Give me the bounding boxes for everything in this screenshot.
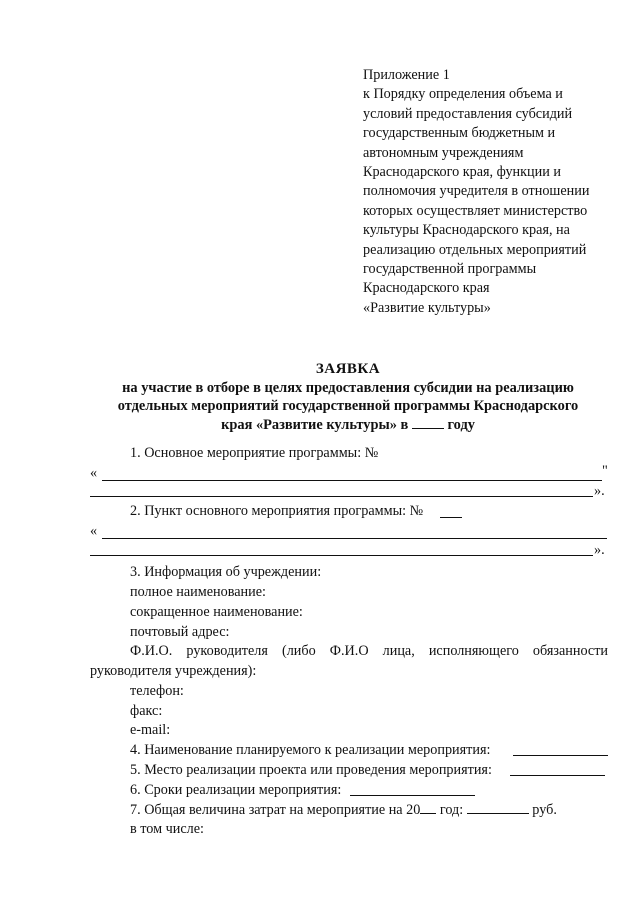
appendix-line: Краснодарского края <box>363 280 490 297</box>
item7-suffix: руб. <box>532 802 557 818</box>
item4-label: 4. Наименование планируемого к реализации мероприятия: <box>130 742 491 758</box>
year-blank[interactable] <box>412 416 444 429</box>
appendix-line: Приложение 1 <box>363 67 450 83</box>
item5-label: 5. Место реализации проекта или проведения мероприятия: <box>130 762 492 778</box>
appendix-line: к Порядку определения объема и <box>363 86 563 103</box>
head-name-line-2: руководителя учреждения): <box>90 663 257 679</box>
short-name-label: сокращенное наименование: <box>130 604 303 620</box>
item1-label: 1. Основное мероприятие программы: № <box>130 445 379 461</box>
appendix-line: полномочия учредителя в отношении <box>363 183 590 200</box>
item2-label: 2. Пункт основного мероприятия программы: № <box>130 503 424 519</box>
title-line3-prefix: края «Развитие культуры» в <box>221 416 409 433</box>
item3-label: 3. Информация об учреждении: <box>130 564 322 580</box>
item7-year-blank[interactable] <box>420 801 436 814</box>
item4-blank[interactable] <box>513 755 608 756</box>
full-name-label: полное наименование: <box>130 584 266 600</box>
appendix-line: государственным бюджетным и <box>363 125 556 142</box>
appendix-line: которых осуществляет министерство <box>363 202 588 219</box>
head-name-line-1: Ф.И.О. руководителя (либо Ф.И.О лица, исполняющего обязанности <box>130 643 608 659</box>
appendix-line: реализацию отдельных мероприятий <box>363 241 587 258</box>
item6-label: 6. Сроки реализации мероприятия: <box>130 782 342 798</box>
appendix-header <box>363 66 625 318</box>
item2-blank-2[interactable] <box>90 555 593 556</box>
appendix-line: автономным учреждениям <box>363 144 524 161</box>
title-line: отдельных мероприятий государственной программы Краснодарского <box>117 398 579 414</box>
item7-middle: год: <box>439 802 464 818</box>
item2-open-quote: « <box>90 523 98 539</box>
document-title <box>88 360 608 434</box>
appendix-line: культуры Краснодарского края, на <box>363 222 570 239</box>
title-line3-suffix: году <box>447 416 475 433</box>
item1-blank-1[interactable] <box>102 480 602 481</box>
postal-address-label: почтовый адрес: <box>130 624 230 640</box>
appendix-line: условий предоставления субсидий <box>363 105 573 122</box>
title-line-year <box>88 416 608 435</box>
title-main: ЗАЯВКА <box>315 361 381 377</box>
appendix-line: Краснодарского края, функции и <box>363 164 561 181</box>
including-label: в том числе: <box>130 821 204 837</box>
email-label: e-mail: <box>130 722 171 738</box>
item2-number-blank[interactable] <box>440 517 462 518</box>
phone-label: телефон: <box>130 683 184 699</box>
item7-amount-blank[interactable] <box>467 801 529 814</box>
item7-line <box>130 801 557 819</box>
item6-blank[interactable] <box>350 795 475 796</box>
item1-open-quote: « <box>90 465 98 481</box>
item2-end-mark: ». <box>594 542 605 558</box>
appendix-line: государственной программы <box>363 261 537 278</box>
item1-close-quote: " <box>602 463 608 479</box>
appendix-line: «Развитие культуры» <box>363 299 491 316</box>
item5-blank[interactable] <box>510 775 605 776</box>
item7-prefix: 7. Общая величина затрат на мероприятие на 20 <box>130 802 421 818</box>
title-line: на участие в отборе в целях предоставления субсидии на реализацию <box>122 379 574 396</box>
item1-blank-2[interactable] <box>90 496 593 497</box>
item2-blank-1[interactable] <box>102 538 607 539</box>
item1-end-mark: ». <box>594 483 605 499</box>
fax-label: факс: <box>130 703 163 719</box>
